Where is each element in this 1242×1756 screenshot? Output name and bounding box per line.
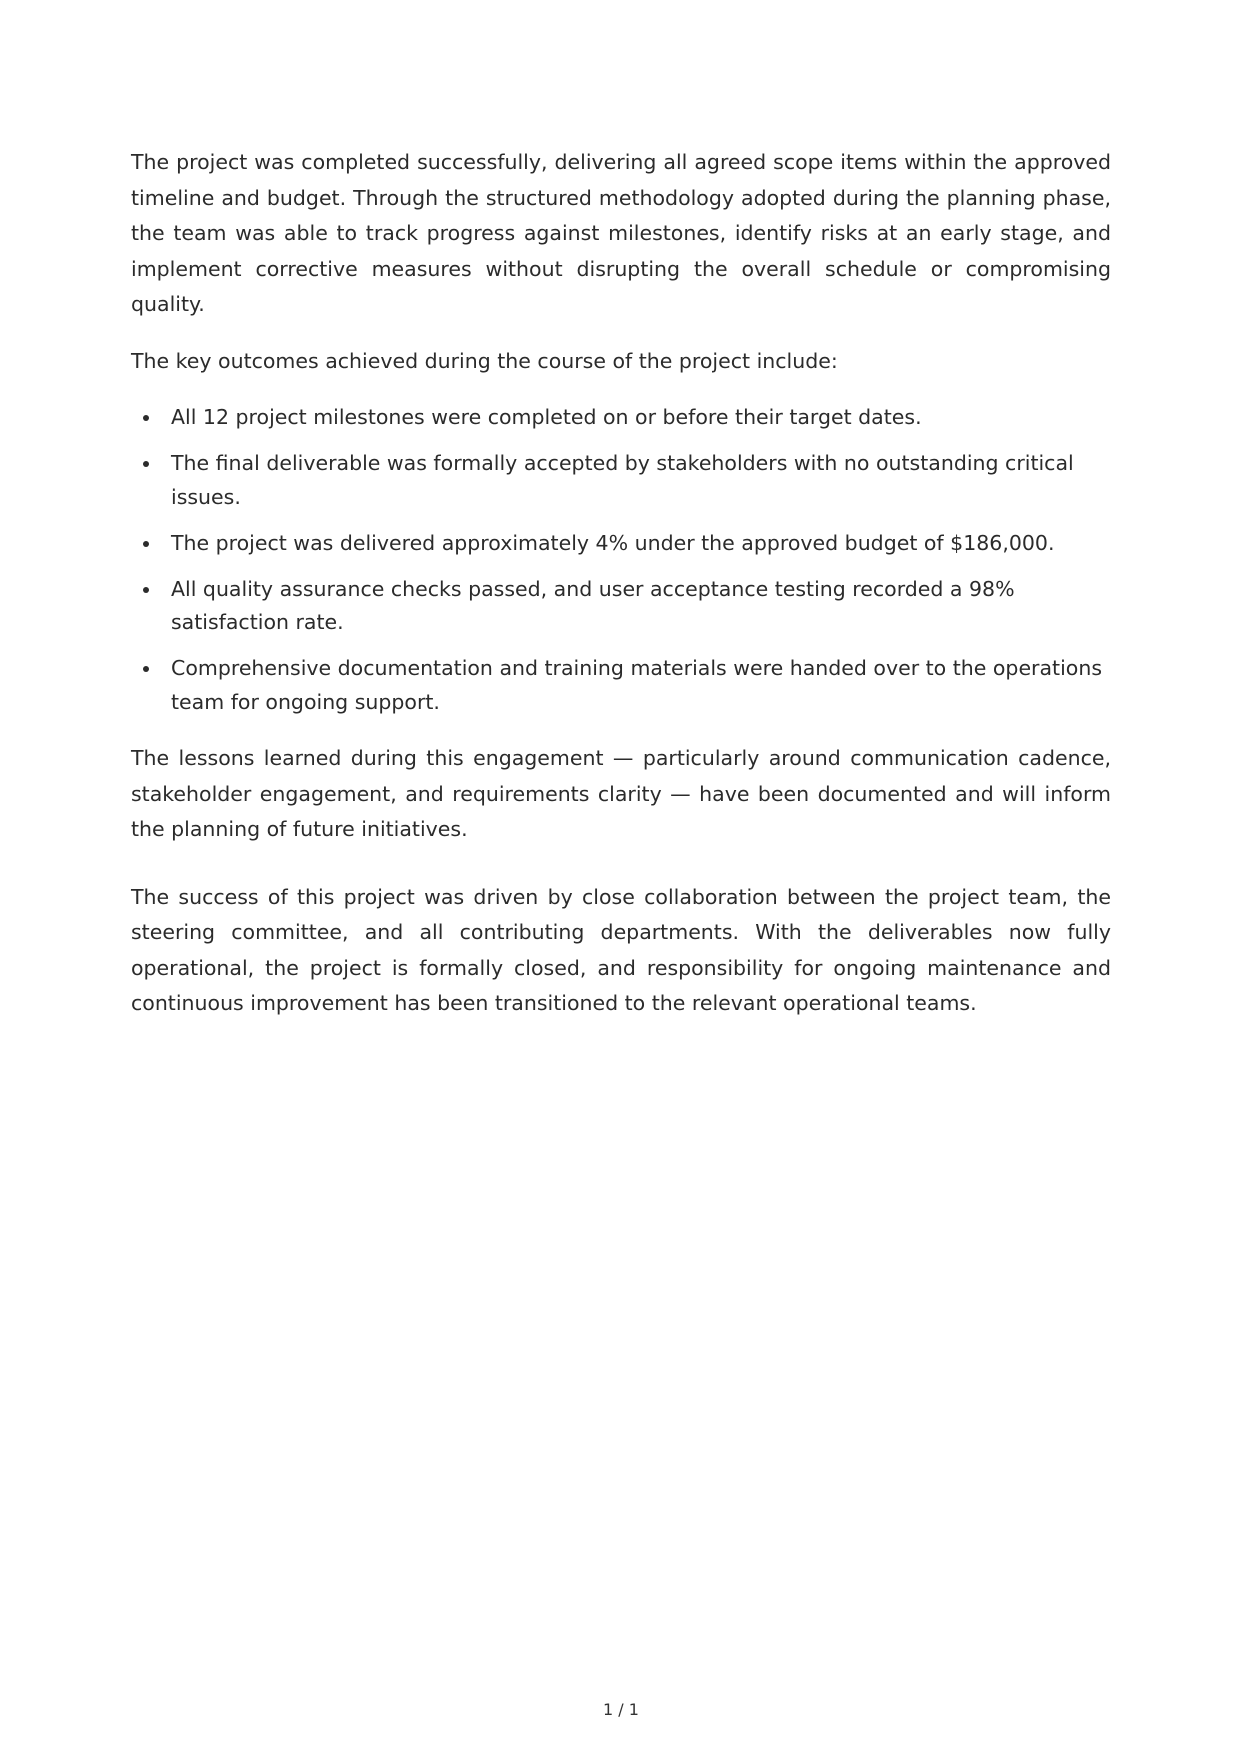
list-item — [131, 527, 1111, 561]
list-item-text: All quality assurance checks passed, and user acceptance testing recorded a 98% satisfaction rate. — [171, 576, 1015, 634]
list-item-text: All 12 project milestones were completed on or before their target dates. — [171, 405, 922, 429]
bullet-icon — [143, 415, 149, 421]
list-item — [131, 401, 1111, 435]
bullet-icon — [143, 541, 149, 547]
list-item — [131, 573, 1111, 640]
list-item-text: The final deliverable was formally accepted by stakeholders with no outstanding critical issues. — [171, 451, 1074, 509]
lessons-paragraph: The lessons learned during this engagement — particularly around communication cadence, stakeholder engagement, and requirements clarity — have been documented and will inform the planning of future initiatives. — [131, 746, 1111, 841]
bullet-icon — [143, 666, 149, 672]
closing-paragraph: The success of this project was driven by close collaboration between the project team, the steering committee, and all contributing departments. With the deliverables now fully operational, the project is formally closed, and responsibility for ongoing maintenance and continuous improvement has been transitioned to the relevant operational teams. — [131, 884, 1111, 1015]
list-item-text: The project was delivered approximately 4% under the approved budget of $186,000. — [171, 530, 1055, 555]
list-item-text: Comprehensive documentation and training materials were handed over to the operations team for ongoing support. — [171, 656, 1102, 714]
bullet-icon — [143, 461, 149, 467]
outcomes-intro: The key outcomes achieved during the course of the project include: — [131, 348, 838, 373]
bullet-icon — [143, 587, 149, 593]
page-number: 1 / 1 — [603, 1700, 639, 1719]
document-page — [131, 145, 1111, 1022]
list-item — [131, 447, 1111, 514]
intro-paragraph: The project was completed successfully, delivering all agreed scope items within the approved timeline and budget. Through the structured methodology adopted during the planning phase, the team was able to track progress against milestones, identify risks at an early stage, and implement corrective measures without disrupting the overall schedule or compromising quality. — [131, 150, 1111, 316]
outcomes-list — [131, 401, 1111, 719]
list-item — [131, 652, 1111, 719]
